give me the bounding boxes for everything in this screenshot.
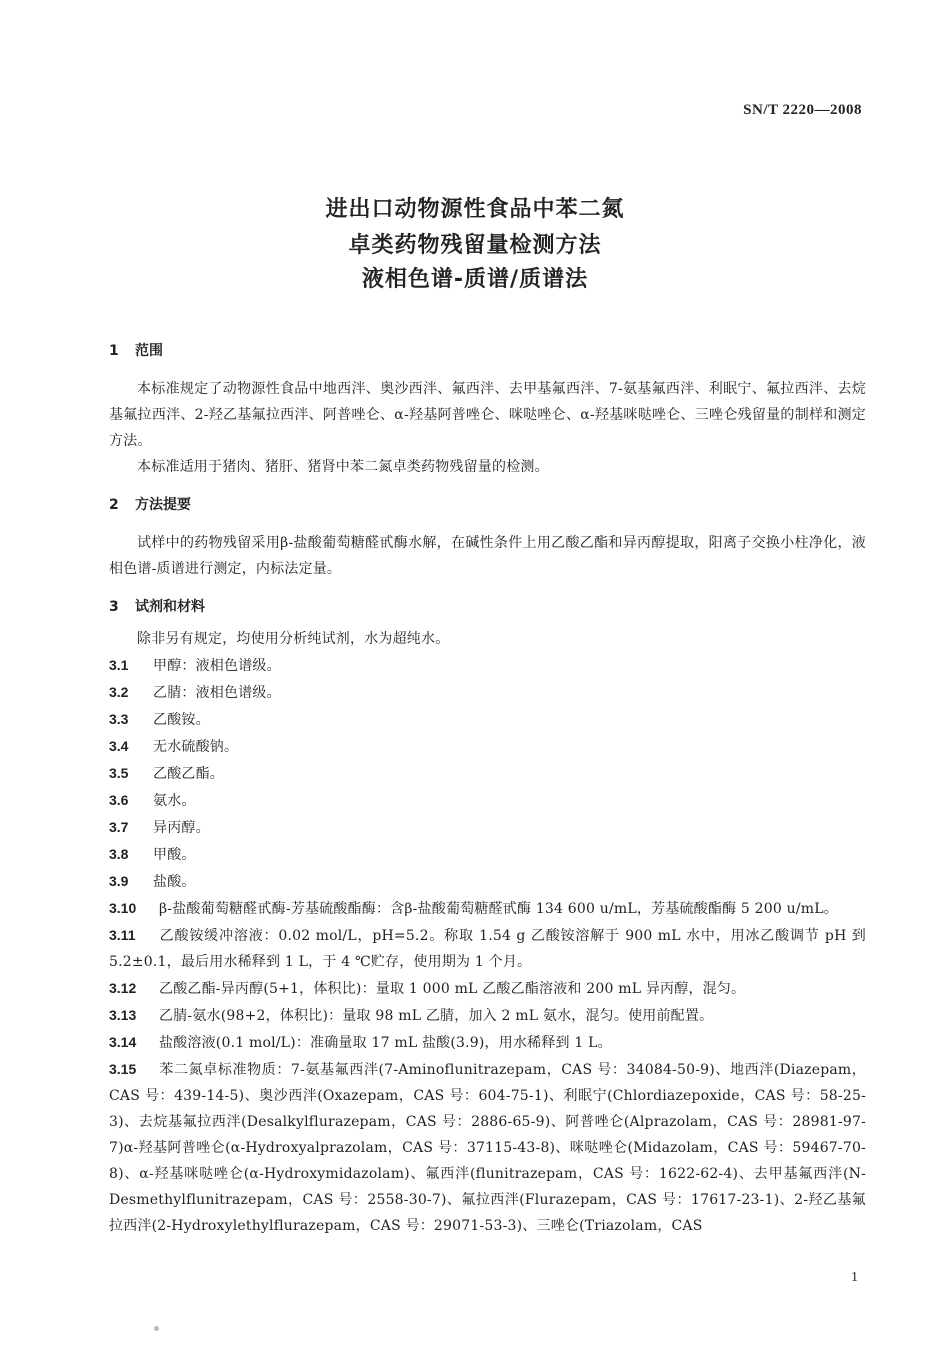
applicability-paragraph: 本标准适用于猪肉、猪肝、猪肾中苯二氮卓类药物残留量的检测。 bbox=[137, 459, 549, 475]
standard-number: SN/T 2220—2008 bbox=[743, 102, 862, 118]
section-3-heading bbox=[109, 594, 866, 620]
reagent-item: 3.9 盐酸。 bbox=[109, 873, 196, 890]
reagent-item: 3.12 乙酸乙酯-异丙醇(5+1，体积比)：量取 1 000 mL 乙酸乙酯溶液和 200 mL 异丙醇，混匀。 bbox=[109, 980, 746, 997]
reagent-item: 3.3 乙酸铵。 bbox=[109, 711, 210, 728]
document-body bbox=[109, 338, 866, 1239]
section-title: 试剂和材料 bbox=[135, 599, 205, 615]
scan-speck bbox=[154, 1326, 159, 1331]
reagent-item: 3.10 β-盐酸葡萄糖醛甙酶-芳基硫酸酯酶：含β-盐酸葡萄糖醛甙酶 134 600 u/mL，芳基硫酸酯酶 5 200 u/mL。 bbox=[109, 900, 838, 917]
title-line-3: 液相色谱-质谱/质谱法 bbox=[361, 267, 589, 292]
section-title: 方法提要 bbox=[135, 497, 191, 513]
reagent-item: 3.5 乙酸乙酯。 bbox=[109, 765, 224, 782]
reagent-item: 3.4 无水硫酸钠。 bbox=[109, 738, 239, 755]
section-1-heading bbox=[109, 338, 866, 364]
title-line-2: 卓类药物残留量检测方法 bbox=[348, 233, 602, 258]
reagents-intro: 除非另有规定，均使用分析纯试剂，水为超纯水。 bbox=[137, 631, 450, 647]
reagent-item: 3.7 异丙醇。 bbox=[109, 819, 210, 836]
section-number: 2 bbox=[109, 497, 119, 513]
section-title: 范围 bbox=[135, 343, 163, 359]
method-summary-paragraph: 试样中的药物残留采用β-盐酸葡萄糖醛甙酶水解，在碱性条件上用乙酸乙酯和异丙醇提取，阳离子交换小柱净化，液相色谱-质谱进行测定，内标法定量。 bbox=[109, 535, 866, 577]
reagent-item: 3.8 甲酸。 bbox=[109, 846, 196, 863]
reagent-item: 3.1 甲醇：液相色谱级。 bbox=[109, 657, 281, 674]
section-number: 3 bbox=[109, 599, 119, 615]
title-line-1: 进出口动物源性食品中苯二氮 bbox=[325, 197, 625, 222]
page-number: 1 bbox=[851, 1270, 858, 1285]
reagent-item: 3.11 乙酸铵缓冲溶液：0.02 mol/L，pH=5.2。称取 1.54 g 乙酸铵溶解于 900 mL 水中，用冰乙酸调节 pH 到 5.2±0.1，最后用水稀释到 1 L，于 4 ℃贮存，使用期为 1 个月。 bbox=[109, 927, 866, 970]
reagent-item: 3.15 苯二氮卓标准物质：7-氨基氟西泮(7-Aminoflunitrazepam，CAS 号：34084-50-9)、地西泮(Diazepam，CAS 号：439-14-5)、奥沙西泮(Oxazepam，CAS 号：604-75-1)、利眠宁(Chlordiazepoxide，CAS 号：58-25-3)、去烷基氟拉西泮(Desalkylflurazepam，CAS 号：2886-65-9)、阿普唑仑(Alprazolam，CAS 号：28981-97-7)α-羟基阿普唑仑(α-Hydroxyalprazolam，CAS 号：37115-43-8)、咪哒唑仑(Midazolam，CAS 号：59467-70-8)、α-羟基咪哒唑仑(α-Hydroxymidazolam)、氟西泮(flunitrazepam，CAS 号：1622-62-4)、去甲基氟西泮(N-Desmethylflunitrazepam，CAS 号：2558-30-7)、氟拉西泮(Flurazepam，CAS 号：17617-23-1)、2-羟乙基氟拉西泮(2-Hydroxylethylflurazepam，CAS 号：29071-53-3)、三唑仑(Triazolam，CAS bbox=[109, 1061, 866, 1234]
section-2-heading bbox=[109, 492, 866, 518]
reagent-item: 3.14 盐酸溶液(0.1 mol/L)：准确量取 17 mL 盐酸(3.9)，用水稀释到 1 L。 bbox=[109, 1034, 612, 1051]
scope-paragraph: 本标准规定了动物源性食品中地西泮、奥沙西泮、氟西泮、去甲基氟西泮、7-氨基氟西泮、利眠宁、氟拉西泮、去烷基氟拉西泮、2-羟乙基氟拉西泮、阿普唑仑、α-羟基阿普唑仑、咪哒唑仑、α-羟基咪哒唑仑、三唑仑残留量的制样和测定方法。 bbox=[109, 381, 866, 449]
reagent-item: 3.2 乙腈：液相色谱级。 bbox=[109, 684, 281, 701]
reagent-item: 3.6 氨水。 bbox=[109, 792, 196, 809]
section-number: 1 bbox=[109, 343, 119, 359]
reagent-item: 3.13 乙腈-氨水(98+2，体积比)：量取 98 mL 乙腈，加入 2 mL 氨水，混匀。使用前配置。 bbox=[109, 1007, 714, 1024]
